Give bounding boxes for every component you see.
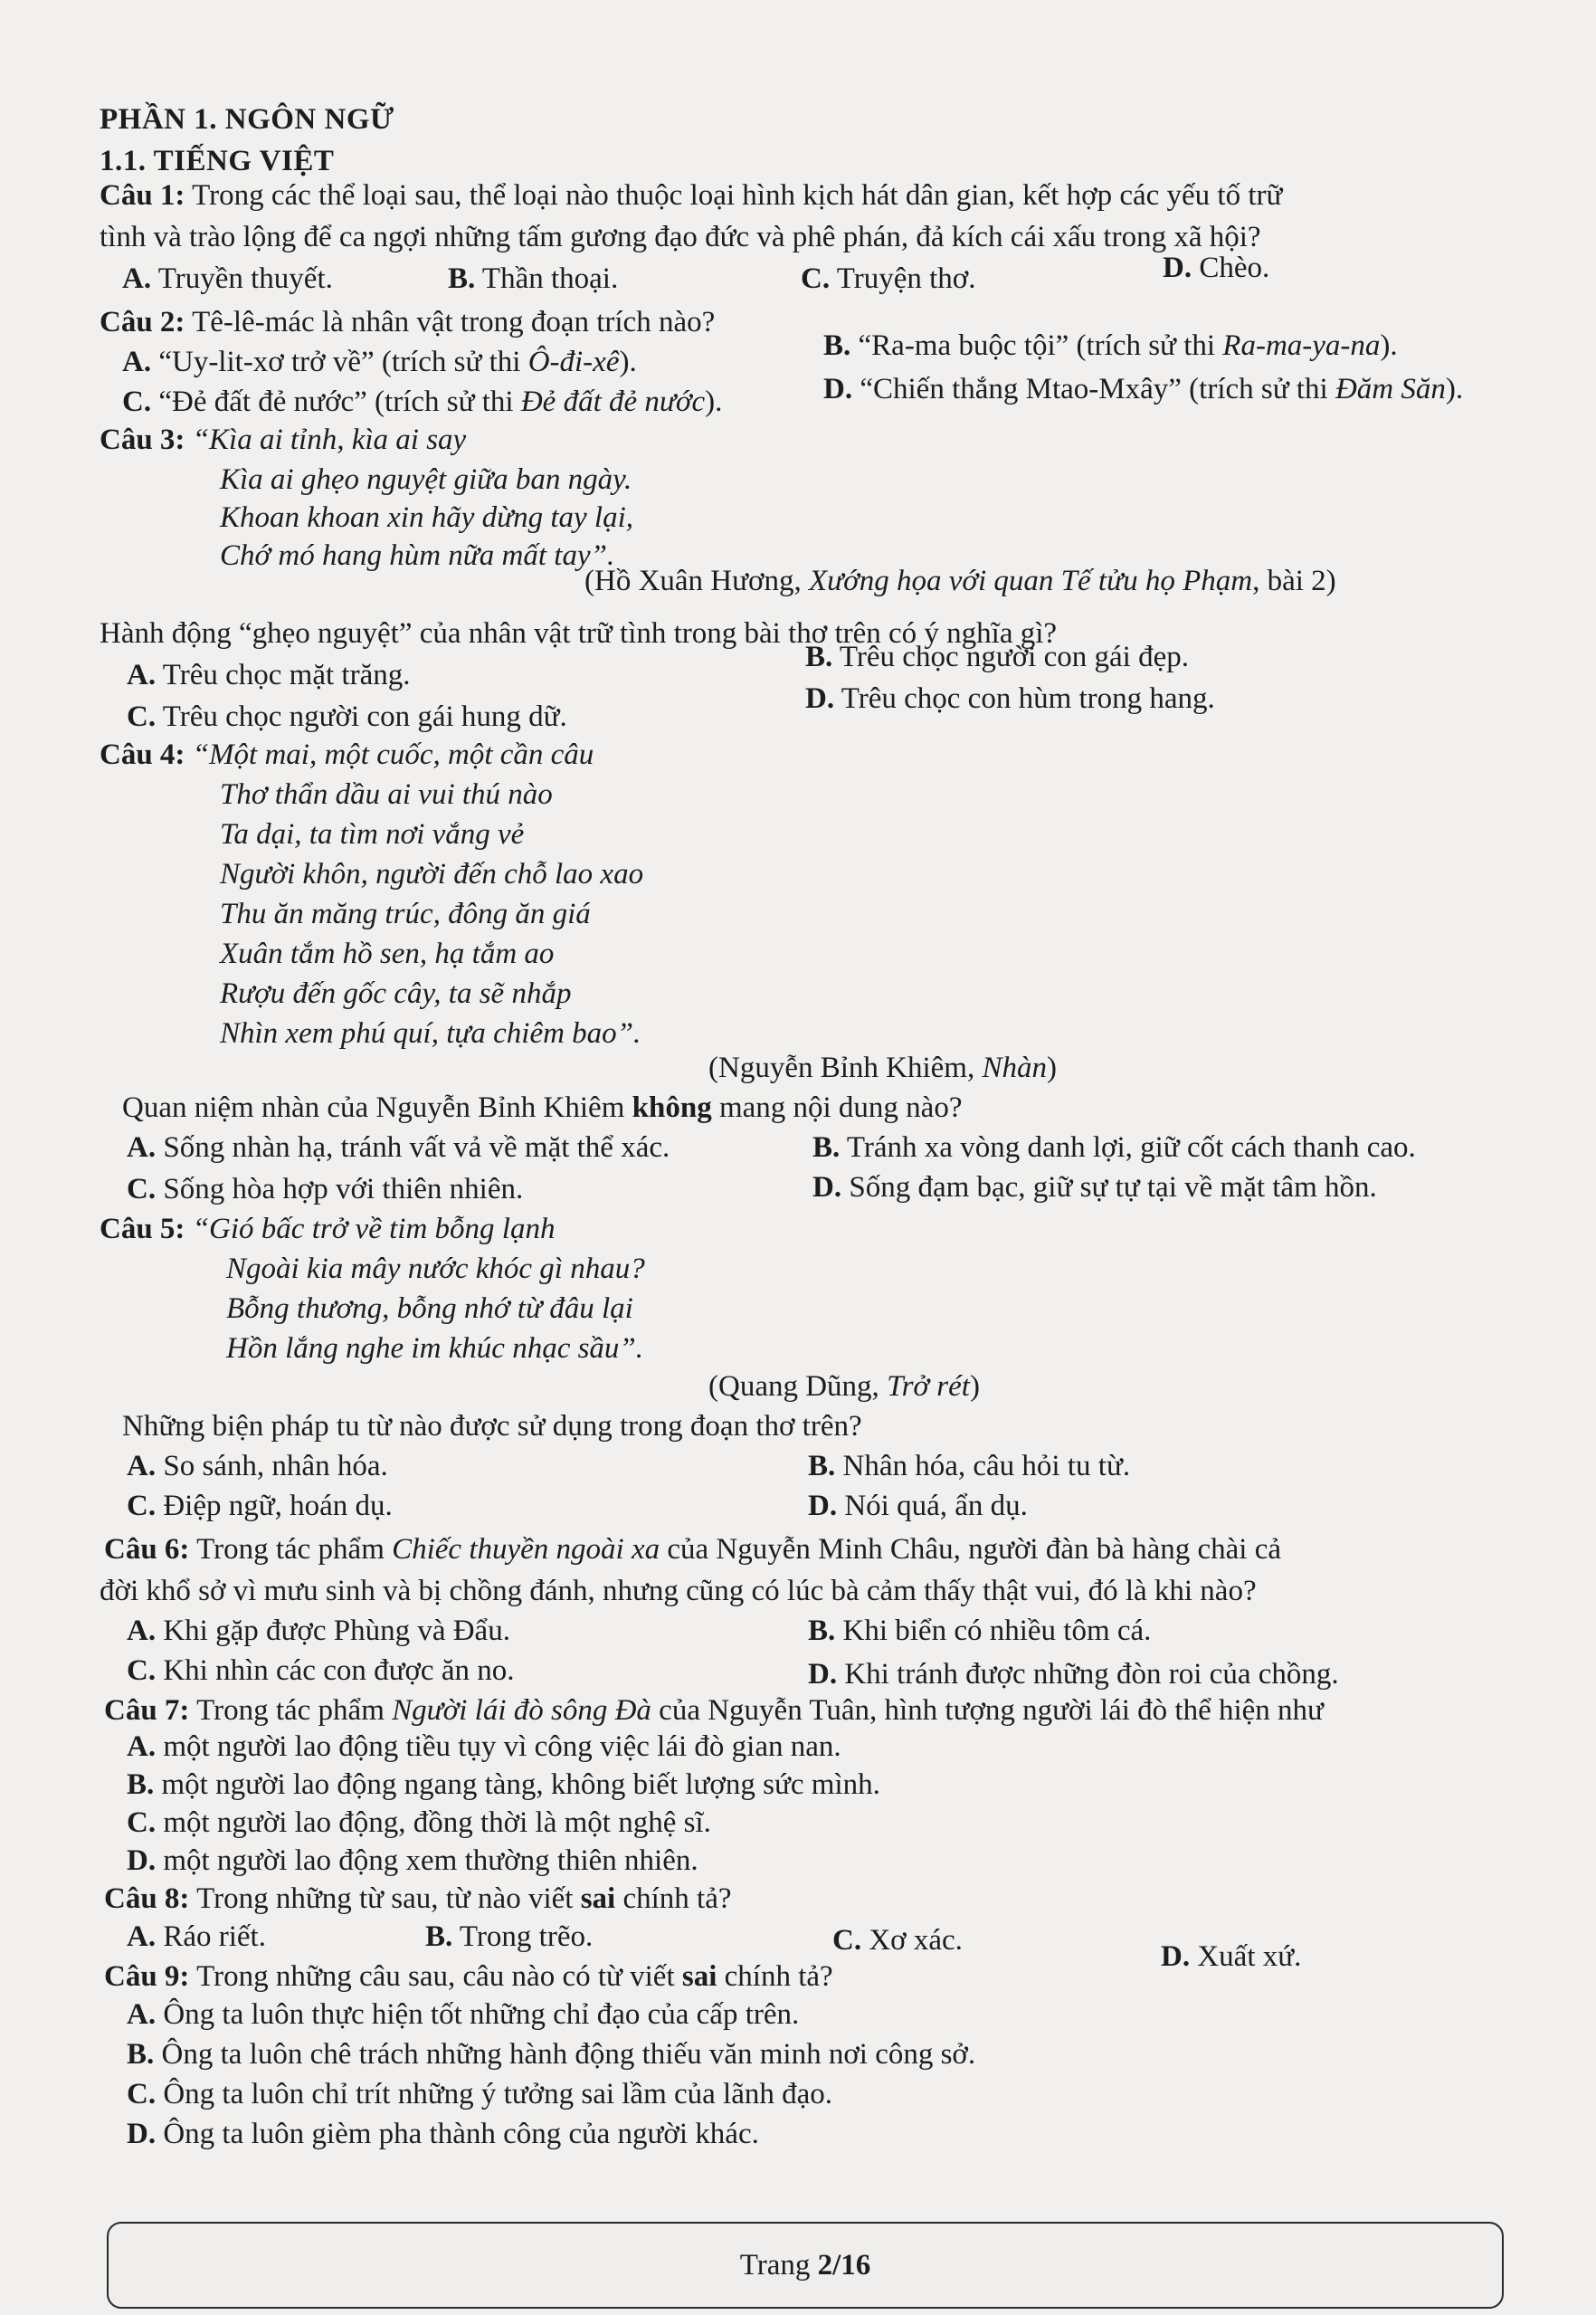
q6-option-c: C. Khi nhìn các con được ăn no. — [127, 1654, 515, 1687]
q6-option-b: B. Khi biển có nhiều tôm cá. — [808, 1615, 1152, 1647]
q1-stem-line2: tình và trào lộng để ca ngợi những tấm gương đạo đức và phê phán, đả kích cái xấu trong xã hội? — [100, 221, 1261, 253]
q7-option-b: B. một người lao động ngang tàng, không biết lượng sức mình. — [127, 1768, 880, 1801]
q3-option-a: A. Trêu chọc mặt trăng. — [127, 659, 411, 691]
q2-option-b: B. “Ra-ma buộc tội” (trích sử thi Ra-ma-ya-na). — [823, 329, 1398, 362]
q7-option-c: C. một người lao động, đồng thời là một nghệ sĩ. — [127, 1806, 711, 1839]
q8-option-b: B. Trong trẽo. — [425, 1920, 594, 1953]
section-title: PHẦN 1. NGÔN NGỮ — [100, 103, 394, 136]
q5-option-b: B. Nhân hóa, câu hỏi tu từ. — [808, 1450, 1131, 1482]
q9-option-c: C. Ông ta luôn chỉ trít những ý tưởng sai lầm của lãnh đạo. — [127, 2078, 833, 2110]
q6-option-a: A. Khi gặp được Phùng và Đẩu. — [127, 1615, 510, 1647]
q2-option-c: C. “Đẻ đất đẻ nước” (trích sử thi Đẻ đất đẻ nước). — [122, 386, 723, 418]
q4-poem-line5: Thu ăn măng trúc, đông ăn giá — [220, 898, 591, 930]
q1-option-a: A. Truyền thuyết. — [122, 262, 333, 295]
q8-option-a: A. Ráo riết. — [127, 1920, 266, 1953]
q5-option-d: D. Nói quá, ẩn dụ. — [808, 1490, 1028, 1522]
q2-option-d: D. “Chiến thắng Mtao-Mxây” (trích sử thi Đăm Săn). — [823, 373, 1464, 405]
q4-question: Quan niệm nhàn của Nguyễn Bỉnh Khiêm không mang nội dung nào? — [122, 1091, 963, 1124]
q3-question: Hành động “ghẹo nguyệt” của nhân vật trữ tình trong bài thơ trên có ý nghĩa gì? — [100, 617, 1058, 650]
q8-option-d: D. Xuất xứ. — [1161, 1940, 1302, 1973]
q3-option-d: D. Trêu chọc con hùm trong hang. — [805, 682, 1215, 715]
q4-option-c: C. Sống hòa hợp với thiên nhiên. — [127, 1173, 524, 1205]
q4-option-a: A. Sống nhàn hạ, tránh vất vả về mặt thể xác. — [127, 1131, 670, 1164]
q3-poem-line1: Câu 3: “Kìa ai tỉnh, kìa ai say — [100, 424, 467, 456]
q5-question: Những biện pháp tu từ nào được sử dụng trong đoạn thơ trên? — [122, 1410, 862, 1443]
q5-poem-line3: Bỗng thương, bỗng nhớ từ đâu lại — [226, 1292, 633, 1325]
q4-poem-line6: Xuân tắm hồ sen, hạ tắm ao — [220, 938, 555, 970]
q3-option-c: C. Trêu chọc người con gái hung dữ. — [127, 700, 567, 733]
q9-option-a: A. Ông ta luôn thực hiện tốt những chỉ đạo của cấp trên. — [127, 1998, 800, 2031]
q6-stem-line1: Câu 6: Trong tác phẩm Chiếc thuyền ngoài xa của Nguyễn Minh Châu, người đàn bà hàng chài cả — [104, 1533, 1282, 1566]
q4-poem-line8: Nhìn xem phú quí, tựa chiêm bao”. — [220, 1017, 641, 1050]
q3-option-b: B. Trêu chọc người con gái đẹp. — [805, 641, 1189, 673]
q8-stem: Câu 8: Trong những từ sau, từ nào viết sai chính tả? — [104, 1882, 732, 1915]
q4-poem-line3: Ta dại, ta tìm nơi vắng vẻ — [220, 818, 525, 851]
q5-source: (Quang Dũng, Trở rét) — [708, 1370, 980, 1403]
section-subtitle: 1.1. TIẾNG VIỆT — [100, 145, 335, 177]
q6-option-d: D. Khi tránh được những đòn roi của chồng. — [808, 1658, 1339, 1691]
q9-stem: Câu 9: Trong những câu sau, câu nào có từ viết sai chính tả? — [104, 1960, 833, 1993]
q3-poem-line3: Khoan khoan xin hãy dừng tay lại, — [220, 501, 634, 534]
q6-stem-line2: đời khổ sở vì mưu sinh và bị chồng đánh, nhưng cũng có lúc bà cảm thấy thật vui, đó là khi nào? — [100, 1575, 1257, 1607]
q2-option-a: A. “Uy-lit-xơ trở về” (trích sử thi Ô-đi-xê). — [122, 346, 637, 378]
q3-poem-line2: Kìa ai ghẹo nguyệt giữa ban ngày. — [220, 463, 632, 496]
q4-source: (Nguyễn Bỉnh Khiêm, Nhàn) — [708, 1052, 1057, 1084]
q4-poem-line2: Thơ thẩn dầu ai vui thú nào — [220, 778, 553, 811]
q9-option-d: D. Ông ta luôn gièm pha thành công của người khác. — [127, 2118, 759, 2150]
q5-poem-line4: Hồn lắng nghe im khúc nhạc sầu”. — [226, 1332, 644, 1365]
q2-stem: Câu 2: Tê-lê-mác là nhân vật trong đoạn trích nào? — [100, 306, 716, 338]
q8-option-c: C. Xơ xác. — [832, 1924, 963, 1957]
q7-stem: Câu 7: Trong tác phẩm Người lái đò sông Đà của Nguyễn Tuân, hình tượng người lái đò thể hiện như — [104, 1694, 1324, 1727]
q3-poem-line4: Chớ mó hang hùm nữa mất tay”. — [220, 539, 615, 572]
q9-option-b: B. Ông ta luôn chê trách những hành động thiếu văn minh nơi công sở. — [127, 2038, 976, 2071]
q4-option-d: D. Sống đạm bạc, giữ sự tự tại về mặt tâm hồn. — [812, 1171, 1377, 1204]
q7-option-a: A. một người lao động tiều tụy vì công việc lái đò gian nan. — [127, 1730, 841, 1763]
q7-option-d: D. một người lao động xem thường thiên nhiên. — [127, 1844, 698, 1877]
q1-option-d: D. Chèo. — [1163, 252, 1270, 284]
q4-poem-line4: Người khôn, người đến chỗ lao xao — [220, 858, 644, 891]
q1-option-b: B. Thần thoại. — [448, 262, 619, 295]
q5-poem-line2: Ngoài kia mây nước khóc gì nhau? — [226, 1253, 645, 1285]
q4-option-b: B. Tránh xa vòng danh lợi, giữ cốt cách thanh cao. — [812, 1131, 1416, 1164]
q1-stem-line1: Câu 1: Trong các thể loại sau, thể loại nào thuộc loại hình kịch hát dân gian, kết hợp các yếu tố trữ — [100, 179, 1283, 212]
q4-poem-line1: Câu 4: “Một mai, một cuốc, một cần câu — [100, 738, 594, 771]
q5-poem-line1: Câu 5: “Gió bấc trở về tim bỗng lạnh — [100, 1213, 556, 1245]
q1-option-c: C. Truyện thơ. — [801, 262, 976, 295]
page-footer — [107, 2222, 1504, 2309]
q4-poem-line7: Rượu đến gốc cây, ta sẽ nhắp — [220, 977, 572, 1010]
page-number: Trang 2/16 — [739, 2248, 871, 2282]
q5-option-a: A. So sánh, nhân hóa. — [127, 1450, 388, 1482]
q3-source: (Hồ Xuân Hương, Xướng họa với quan Tế tửu họ Phạm, bài 2) — [584, 565, 1336, 597]
q5-option-c: C. Điệp ngữ, hoán dụ. — [127, 1490, 393, 1522]
